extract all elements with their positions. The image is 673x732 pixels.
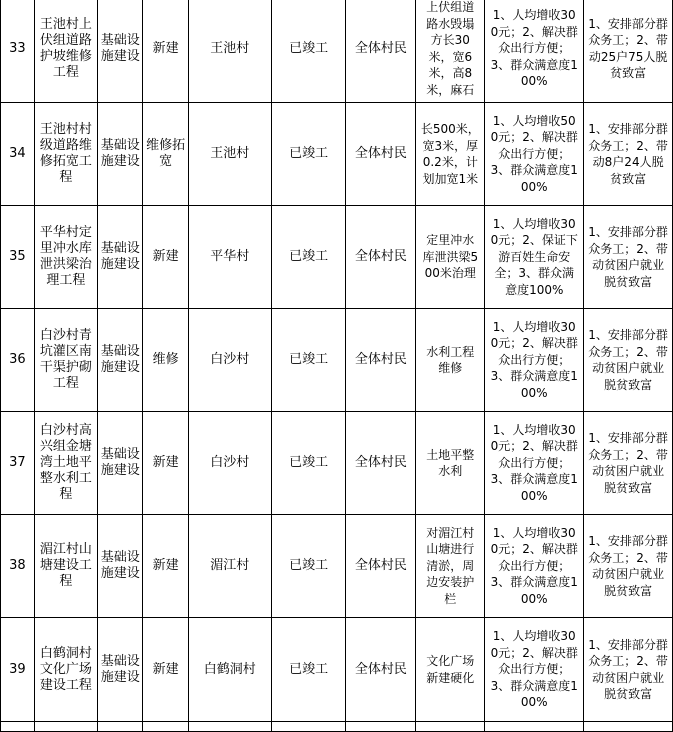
project-name-cell: 平华村定里冲水库泄洪梁治理工程 (34, 206, 97, 309)
construction-type-cell: 新建 (143, 515, 188, 618)
construction-content-cell: 上伏组道路水毁塌方长30米，宽6米，高8米，麻石 (416, 0, 485, 103)
construction-content-cell: 文化广场新建硬化 (416, 618, 485, 722)
construction-type-cell: 新建 (143, 412, 188, 515)
project-name-cell: 王池村村级道路维修拓宽工程 (34, 103, 97, 206)
table-body (1, 0, 673, 732)
project-name-cell: 白沙村高兴组金塘湾土地平整水利工程 (34, 412, 97, 515)
construction-content-cell: 对湄江村山塘进行清淤，周边安装护栏 (416, 515, 485, 618)
construction-type-cell: 维修 (143, 309, 188, 412)
project-category-cell: 基础设施建设 (98, 412, 143, 515)
table-row (1, 0, 673, 103)
project-number-cell: 35 (1, 206, 35, 309)
project-category-cell: 基础设施建设 (98, 618, 143, 722)
empty-cell (98, 722, 143, 732)
beneficiary-cell: 全体村民 (346, 412, 416, 515)
project-category-cell: 基础设施建设 (98, 309, 143, 412)
table-row (1, 206, 673, 309)
village-name-cell: 白鹤洞村 (188, 618, 271, 722)
table-row (1, 515, 673, 618)
project-number-cell: 39 (1, 618, 35, 722)
benefit-mechanism-cell: 1、安排部分群众务工；2、带动25户75人脱贫致富 (584, 0, 673, 103)
project-number-cell: 34 (1, 103, 35, 206)
village-name-cell: 白沙村 (188, 412, 271, 515)
benefit-mechanism-cell: 1、安排部分群众务工；2、带动贫困户就业脱贫致富 (584, 309, 673, 412)
table-row-partial (1, 722, 673, 732)
expected-benefit-cell: 1、人均增收300元；2、解决群众出行方便；3、群众满意度100% (485, 309, 584, 412)
construction-type-cell: 新建 (143, 0, 188, 103)
construction-content-cell: 定里冲水库泄洪梁500米治理 (416, 206, 485, 309)
empty-cell (346, 722, 416, 732)
village-name-cell: 王池村 (188, 0, 271, 103)
empty-cell (188, 722, 271, 732)
table-row (1, 412, 673, 515)
benefit-mechanism-cell: 1、安排部分群众务工；2、带动贫困户就业脱贫致富 (584, 412, 673, 515)
construction-type-cell: 新建 (143, 206, 188, 309)
beneficiary-cell: 全体村民 (346, 309, 416, 412)
project-status-cell: 已竣工 (271, 515, 346, 618)
benefit-mechanism-cell: 1、安排部分群众务工；2、带动8户24人脱贫致富 (584, 103, 673, 206)
project-status-cell: 已竣工 (271, 618, 346, 722)
project-category-cell: 基础设施建设 (98, 0, 143, 103)
construction-content-cell: 水利工程维修 (416, 309, 485, 412)
empty-cell (584, 722, 673, 732)
project-name-cell: 白鹤洞村文化广场建设工程 (34, 618, 97, 722)
expected-benefit-cell: 1、人均增收300元；2、解决群众出行方便；3、群众满意度100% (485, 412, 584, 515)
table-row (1, 309, 673, 412)
expected-benefit-cell: 1、人均增收300元；2、解决群众出行方便；3、群众满意度100% (485, 515, 584, 618)
construction-type-cell: 新建 (143, 618, 188, 722)
expected-benefit-cell: 1、人均增收300元；2、解决群众出行方便；3、群众满意度100% (485, 0, 584, 103)
village-name-cell: 湄江村 (188, 515, 271, 618)
project-status-cell: 已竣工 (271, 206, 346, 309)
beneficiary-cell: 全体村民 (346, 515, 416, 618)
benefit-mechanism-cell: 1、安排部分群众务工；2、带动贫困户就业脱贫致富 (584, 206, 673, 309)
construction-type-cell: 维修拓宽 (143, 103, 188, 206)
project-name-cell: 白沙村青坑灌区南干渠护砌工程 (34, 309, 97, 412)
expected-benefit-cell: 1、人均增收500元；2、解决群众出行方便；3、群众满意度100% (485, 103, 584, 206)
empty-cell (34, 722, 97, 732)
benefit-mechanism-cell: 1、安排部分群众务工；2、带动贫困户就业脱贫致富 (584, 515, 673, 618)
construction-content-cell: 土地平整水利 (416, 412, 485, 515)
empty-cell (416, 722, 485, 732)
project-number-cell: 38 (1, 515, 35, 618)
project-status-cell: 已竣工 (271, 412, 346, 515)
empty-cell (1, 722, 35, 732)
village-name-cell: 白沙村 (188, 309, 271, 412)
construction-content-cell: 长500米，宽3米，厚0.2米，计划加宽1米 (416, 103, 485, 206)
project-status-cell: 已竣工 (271, 103, 346, 206)
beneficiary-cell: 全体村民 (346, 206, 416, 309)
village-name-cell: 平华村 (188, 206, 271, 309)
project-name-cell: 湄江村山塘建设工程 (34, 515, 97, 618)
project-number-cell: 36 (1, 309, 35, 412)
table-row (1, 103, 673, 206)
beneficiary-cell: 全体村民 (346, 618, 416, 722)
project-name-cell: 王池村上伏组道路护坡维修工程 (34, 0, 97, 103)
project-category-cell: 基础设施建设 (98, 103, 143, 206)
project-number-cell: 33 (1, 0, 35, 103)
project-status-cell: 已竣工 (271, 0, 346, 103)
project-number-cell: 37 (1, 412, 35, 515)
beneficiary-cell: 全体村民 (346, 0, 416, 103)
expected-benefit-cell: 1、人均增收300元；2、保证下游百姓生命安全；3、群众满意度100% (485, 206, 584, 309)
benefit-mechanism-cell: 1、安排部分群众务工；2、带动贫困户就业脱贫致富 (584, 618, 673, 722)
empty-cell (143, 722, 188, 732)
beneficiary-cell: 全体村民 (346, 103, 416, 206)
project-category-cell: 基础设施建设 (98, 206, 143, 309)
project-status-cell: 已竣工 (271, 309, 346, 412)
village-name-cell: 王池村 (188, 103, 271, 206)
expected-benefit-cell: 1、人均增收300元；2、解决群众出行方便；3、群众满意度100% (485, 618, 584, 722)
project-category-cell: 基础设施建设 (98, 515, 143, 618)
table-row (1, 618, 673, 722)
empty-cell (485, 722, 584, 732)
empty-cell (271, 722, 346, 732)
